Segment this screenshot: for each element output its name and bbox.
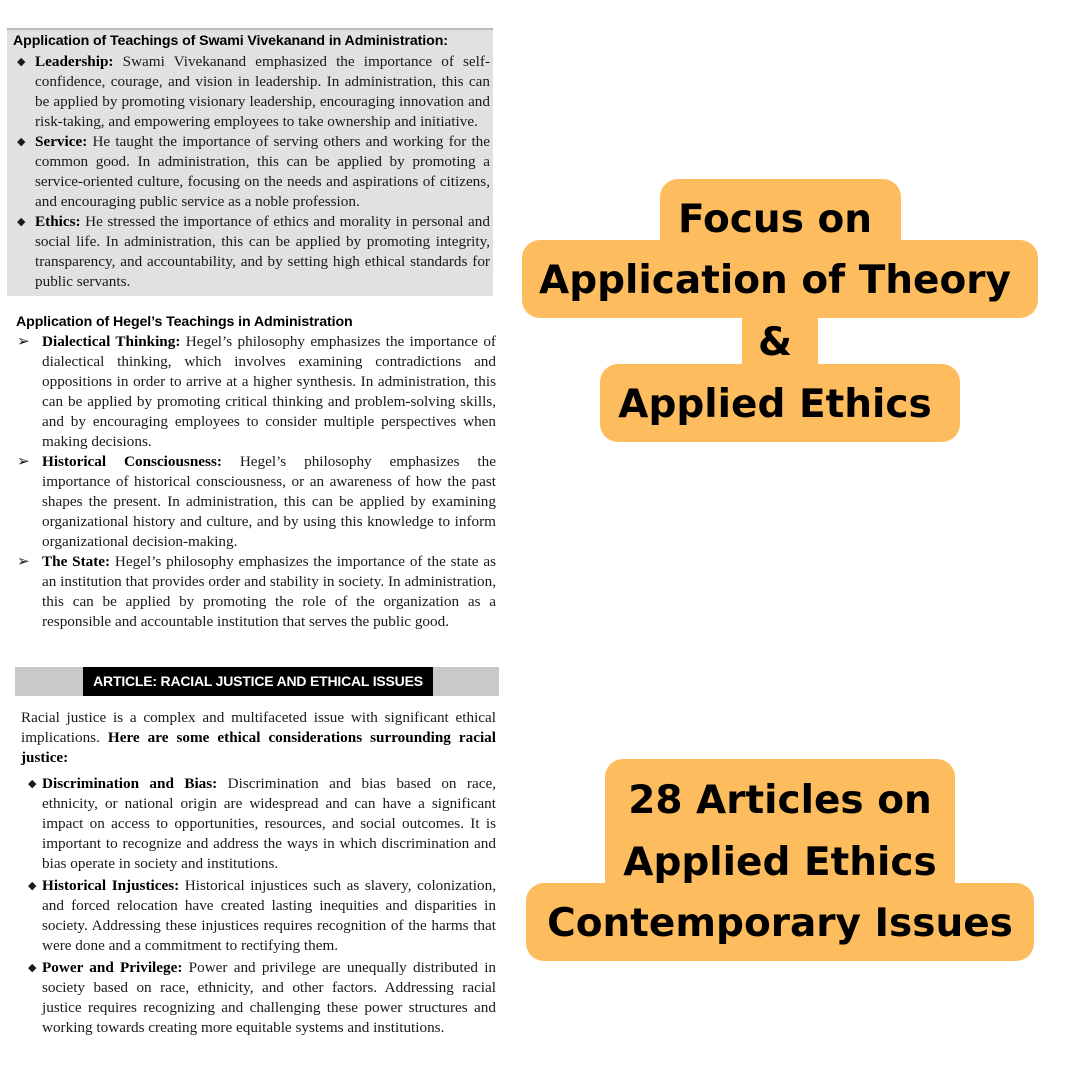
item-term: The State: bbox=[42, 553, 111, 570]
callout-line-focus-on: Focus on bbox=[677, 197, 873, 242]
article-header-title: ARTICLE: RACIAL JUSTICE AND ETHICAL ISSUES bbox=[83, 667, 433, 696]
item-term: Power and Privilege: bbox=[42, 959, 183, 976]
list-item-historical-consciousness bbox=[15, 452, 496, 552]
article-intro-bold: Here are some ethical considerations surrounding racial justice: bbox=[21, 729, 496, 766]
hegel-section-title: Application of Hegel’s Teachings in Administration bbox=[16, 314, 353, 330]
item-text: Swami Vivekanand emphasized the importance of self-confidence, courage, and vision in leadership. In administration, this can be applied by promoting visionary leadership, encouraging innovation and risk-taking, and empowering employees to take ownership and initiative. bbox=[35, 53, 490, 130]
callout-line-ampersand: & bbox=[757, 320, 792, 365]
item-term: Ethics: bbox=[35, 213, 81, 230]
item-text: Hegel’s philosophy emphasizes the importance of dialectical thinking, which involves examining contradictions and oppositions in order to arrive at a higher synthesis. In administration, this can be applied by promoting critical thinking and problem-solving skills, and by encouraging employees to consider multiple perspectives when making decisions. bbox=[42, 333, 496, 450]
item-term: Leadership: bbox=[35, 53, 114, 70]
item-text: Power and privilege are unequally distributed in society based on race, ethnicity, and other factors. Addressing racial justice requires recognizing and challenging these power structures and working towards creating more equitable systems and institutions. bbox=[42, 959, 497, 1036]
hegel-list bbox=[15, 332, 496, 632]
callout-line-applied-ethics: Applied Ethics bbox=[618, 382, 932, 427]
article-list bbox=[15, 774, 496, 1038]
list-item-power-and-privilege bbox=[15, 958, 496, 1038]
list-item-service bbox=[8, 132, 490, 212]
callout-line-28-articles-on: 28 Articles on bbox=[628, 778, 932, 823]
arrowhead-bullet-icon: ➢ bbox=[17, 554, 30, 570]
list-item-discrimination-and-bias bbox=[15, 774, 496, 874]
list-item-historical-injustices bbox=[15, 876, 496, 956]
item-text: He stressed the importance of ethics and morality in personal and social life. In administration, this can be applied by promoting integrity, transparency, and accountability, and by setting high ethical standards for public servants. bbox=[35, 213, 490, 290]
diamond-bullet-icon: ◆ bbox=[17, 136, 26, 148]
diamond-bullet-icon: ◆ bbox=[28, 880, 37, 892]
list-item-ethics bbox=[8, 212, 490, 292]
diamond-bullet-icon: ◆ bbox=[17, 56, 26, 68]
arrowhead-bullet-icon: ➢ bbox=[17, 454, 30, 470]
callout-line-contemporary-issues: Contemporary Issues bbox=[547, 901, 1013, 946]
item-text: Hegel’s philosophy emphasizes the importance of historical consciousness, or an awareness of how the past shapes the present. In administration, this can be applied by examining organizational history and culture, and by using this knowledge to inform organizational decision-making. bbox=[42, 453, 496, 550]
item-text: Discrimination and bias based on race, ethnicity, or national origin are widespread and can have a significant impact on access to opportunities, resources, and social outcomes. It is important to recognize and address the ways in which discrimination and bias operate in society and institutions. bbox=[42, 775, 496, 872]
item-text: Hegel’s philosophy emphasizes the importance of the state as an institution that provides order and stability in society. In administration, this can be applied by promoting the role of the organization as a responsible and accountable institution that serves the public good. bbox=[42, 553, 496, 630]
arrowhead-bullet-icon: ➢ bbox=[17, 334, 30, 350]
item-term: Service: bbox=[35, 133, 88, 150]
callout-line-applied-ethics: Applied Ethics bbox=[623, 840, 937, 885]
vivekanand-section-title: Application of Teachings of Swami Vivekanand in Administration: bbox=[13, 33, 448, 49]
diamond-bullet-icon: ◆ bbox=[28, 962, 37, 974]
callout-line-application-of-theory: Application of Theory bbox=[539, 258, 1011, 303]
list-item-the-state bbox=[15, 552, 496, 632]
vivekanand-list bbox=[8, 52, 490, 292]
diamond-bullet-icon: ◆ bbox=[28, 778, 37, 790]
item-term: Historical Injustices: bbox=[42, 877, 180, 894]
item-term: Historical Consciousness: bbox=[42, 453, 222, 470]
list-item-dialectical-thinking bbox=[15, 332, 496, 452]
article-intro bbox=[21, 708, 496, 768]
list-item-leadership bbox=[8, 52, 490, 132]
item-text: Historical injustices such as slavery, colonization, and forced relocation have created lasting inequities and disparities in society. Addressing these injustices requires recognition of the harms that were done and a commitment to rectifying them. bbox=[42, 877, 496, 954]
article-intro-text: Racial justice is a complex and multifaceted issue with significant ethical implications. bbox=[21, 709, 496, 746]
item-term: Dialectical Thinking: bbox=[42, 333, 181, 350]
diamond-bullet-icon: ◆ bbox=[17, 216, 26, 228]
item-term: Discrimination and Bias: bbox=[42, 775, 218, 792]
item-text: He taught the importance of serving others and working for the common good. In administration, this can be applied by promoting a service-oriented culture, focusing on the needs and aspirations of citizens, and encouraging public service as a noble profession. bbox=[35, 133, 490, 210]
